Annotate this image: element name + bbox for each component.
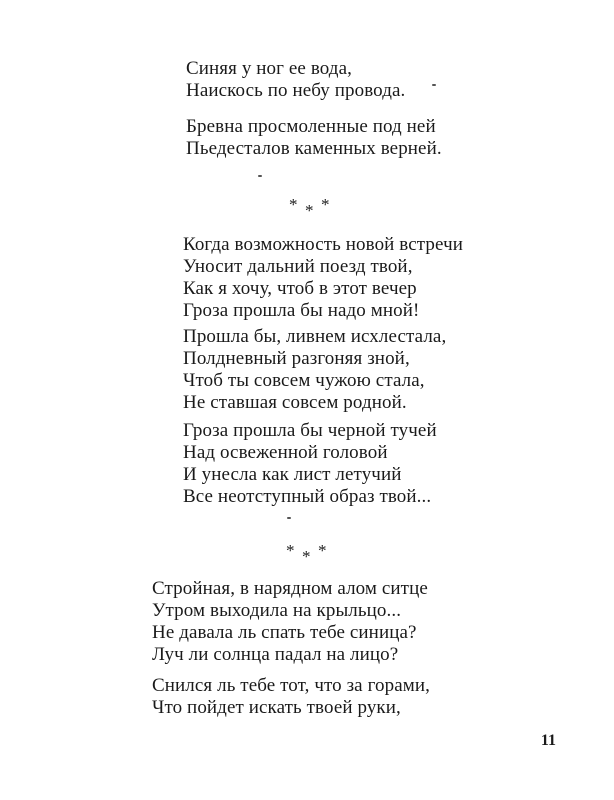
poem-line: Когда возможность новой встречи — [183, 234, 464, 255]
poem-line: Чтоб ты совсем чужою стала, — [183, 370, 425, 391]
stanza — [186, 116, 442, 160]
poem-line: Луч ли солнца падал на лицо? — [152, 644, 399, 665]
poem-line: Что пойдет искать твоей руки, — [152, 697, 401, 718]
poem-line: Утром выходила на крыльцо... — [152, 600, 402, 621]
poem-line: Как я хочу, чтоб в этот вечер — [183, 278, 417, 299]
poem-line: Прошла бы, ливнем исхлестала, — [183, 326, 447, 347]
poem-line: Синяя у ног ее вода, — [186, 58, 352, 79]
stanza — [186, 58, 405, 102]
stanza — [152, 675, 430, 719]
poem-line: Пьедесталов каменных верней. — [186, 138, 442, 159]
stanza — [183, 420, 437, 508]
poem-line: Не ставшая совсем родной. — [183, 392, 407, 413]
stanza — [183, 326, 446, 414]
poem-line: Не давала ль спать тебе синица? — [152, 622, 417, 643]
poem-line: Полдневный разгоняя зной, — [183, 348, 410, 369]
section-separator: * * * — [289, 195, 330, 220]
poem-line: Стройная, в нарядном алом ситце — [152, 578, 428, 599]
scan-speck — [432, 84, 436, 86]
stanza — [152, 578, 428, 666]
poem-line: Наискось по небу провода. — [186, 80, 406, 101]
scan-speck — [287, 517, 291, 519]
page-number: 11 — [540, 732, 556, 749]
section-separator: * * * — [286, 541, 327, 566]
poem-line: Снился ль тебе тот, что за горами, — [152, 675, 430, 696]
stanza — [183, 234, 463, 322]
poem-line: Над освеженной головой — [183, 442, 388, 463]
poem-line: Бревна просмоленные под ней — [186, 116, 436, 137]
poem-line: Уносит дальний поезд твой, — [183, 256, 413, 277]
poem-line: И унесла как лист летучий — [183, 464, 402, 485]
poem-line: Все неотступный образ твой... — [183, 486, 432, 507]
poem-line: Гроза прошла бы надо мной! — [183, 300, 420, 321]
poem-line: Гроза прошла бы черной тучей — [183, 420, 437, 441]
scan-speck — [258, 175, 262, 177]
